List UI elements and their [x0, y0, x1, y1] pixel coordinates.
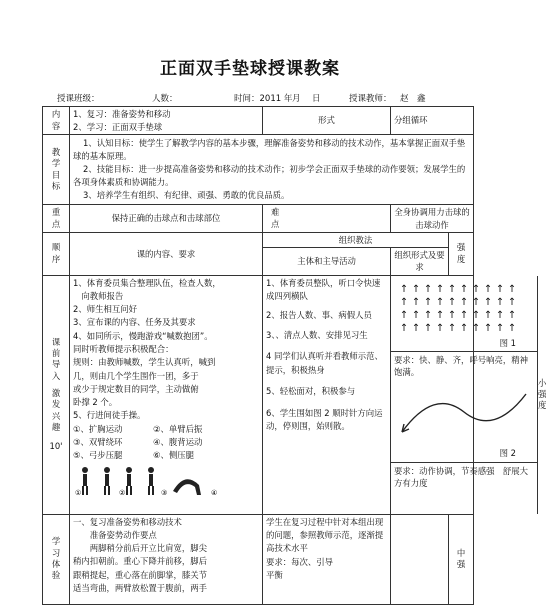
content-item: 2、学习：正面双手垫球	[73, 121, 163, 132]
method-header: 组织教法	[263, 233, 449, 248]
order-header: 顺 序	[43, 233, 70, 276]
form-label: 形式	[263, 107, 391, 135]
requirement-1: 要求：快、静、齐，呼号响亮，精神饱满。	[391, 351, 537, 380]
objective-item: 3、培养学生有组织、有纪律、顽强、勇敢的优良品质。	[83, 190, 290, 201]
difficulty-label: 难 点	[263, 205, 391, 233]
content-items	[70, 107, 263, 135]
objective-item: 1、认知目标：使学生了解教学内容的基本步骤，理解准备姿势和移动的技术动作，基本掌握正面双手垫球的基本原理。	[73, 137, 466, 161]
intensity-header: 强 度	[449, 233, 474, 276]
learning-label: 学 习 体 验	[43, 514, 70, 604]
warmup-content: 1、体育委员集合整理队伍，检查人数， 向教师报告 2、师生相互问好 3、宣布课的内容、任务及其要求 4、如同所示，慢跑游戏“喊数抱团”。 同时听教师提示积极配合： 规则：由教师喊数，学生认真听，喊到 几，则由几个学生围作一团，多于 或少于规定数目的同学，主动做俯 卧撑 2 个。 5、行进间徒手操。 ①、扩胸运动 ②、单臂后振 ③、双臂绕环 ④、腹背运动 ⑤、弓步压腿 ⑥、侧压腿 ① ② ③ ④	[70, 275, 263, 514]
objectives-label: 教 学 目 标	[43, 135, 70, 205]
learning-host-activity: 学生在复习过程中针对本组出现的问题，参照教师示范，逐渐提高技术水平 要求：每次、引导 平衡	[263, 514, 391, 604]
org-form-header: 组织形式及要求	[391, 248, 449, 275]
key-text: 保持正确的击球点和击球部位	[70, 205, 263, 233]
figure-mark: ①	[75, 488, 82, 497]
teacher-label: 授课教师：	[349, 94, 392, 104]
warmup-intensity: 小 强 度	[538, 377, 546, 411]
time-label: 时间：2011 年	[234, 94, 293, 104]
learning-content: 一、复习准备姿势和移动技术 准备姿势动作要点 两脚稍分前后开立比肩宽，脚尖 稍内扣朝前。重心下降并前移，脚后 跟稍提起，重心落在前脚掌，膝关节 适当弯曲，两臂放松置于腹前，两手	[70, 514, 263, 604]
content-label: 内 容	[43, 107, 70, 135]
host-activity-header: 主体和主导活动	[263, 248, 391, 275]
lesson-info-bar	[0, 92, 500, 106]
warmup-row	[43, 275, 474, 514]
formation-arrows: ↑ ↑ ↑ ↑ ↑ ↑ ↑ ↑ ↑ ↑ ↑ ↑ ↑ ↑ ↑ ↑ ↑ ↑ ↑ ↑ ↑ ↑ ↑ ↑ ↑ ↑ ↑ ↑ ↑ ↑ ↑ ↑ ↑ ↑ ↑ ↑ ↑ ↑ ↑ ↑	[399, 283, 517, 334]
key-label: 重 点	[43, 205, 70, 233]
lesson-plan-table	[42, 106, 546, 605]
content-item: 1、复习：准备姿势和移动	[73, 109, 171, 120]
objectives-text	[70, 135, 474, 205]
circle-formation-diagram	[394, 384, 534, 442]
class-label: 授课班级：	[57, 94, 100, 104]
content-header: 课的内容、要求	[70, 233, 263, 276]
form-value: 分组循环	[391, 107, 474, 135]
objective-item: 2、技能目标：进一步提高准备姿势和移动的技术动作；初步学会正面双手垫球的动作要领；发展学生的各项身体素质和协调能力。	[73, 163, 466, 187]
learning-row	[43, 514, 474, 604]
teacher-name: 赵 鑫	[400, 94, 426, 104]
count-label: 人数：	[152, 94, 178, 104]
month-label: 月	[292, 94, 301, 104]
warmup-label: 课 前 导 入 激 发 兴 趣 10'	[43, 275, 70, 514]
figure-mark: ④	[211, 488, 218, 497]
learning-org-cell	[391, 514, 449, 604]
page-title: 正面双手垫球授课教案	[160, 59, 340, 79]
figure-1-label: 图 1	[499, 337, 517, 348]
figure-mark: ③	[161, 488, 168, 497]
requirement-2: 要求：动作协调，节奏感强 舒展大方有力度	[391, 462, 537, 491]
warmup-host-activity: 1、体育委员整队，听口令快速成四列横队 2、报告人数、事、病假人员 3、、清点人数、安排见习生 4 同学们认真听并看教师示范、提示，积极热身 5、轻松面对，积极参与 6、学生围如图 2 顺时针方向运动，停则围，始则散。	[263, 275, 391, 514]
warmup-org-cell	[391, 275, 546, 514]
objectives-row	[43, 135, 474, 205]
content-row	[43, 107, 474, 135]
learning-intensity: 中 强	[449, 514, 474, 604]
header-row	[43, 233, 474, 248]
key-points-row	[43, 205, 474, 233]
duration-label: 10'	[49, 441, 63, 452]
figure-2-label: 图 2	[499, 448, 517, 459]
difficulty-text: 全身协调用力击球的击球动作	[391, 205, 474, 233]
day-label: 日	[312, 94, 321, 104]
exercise-figures-image	[73, 465, 223, 497]
figure-mark: ②	[119, 488, 126, 497]
